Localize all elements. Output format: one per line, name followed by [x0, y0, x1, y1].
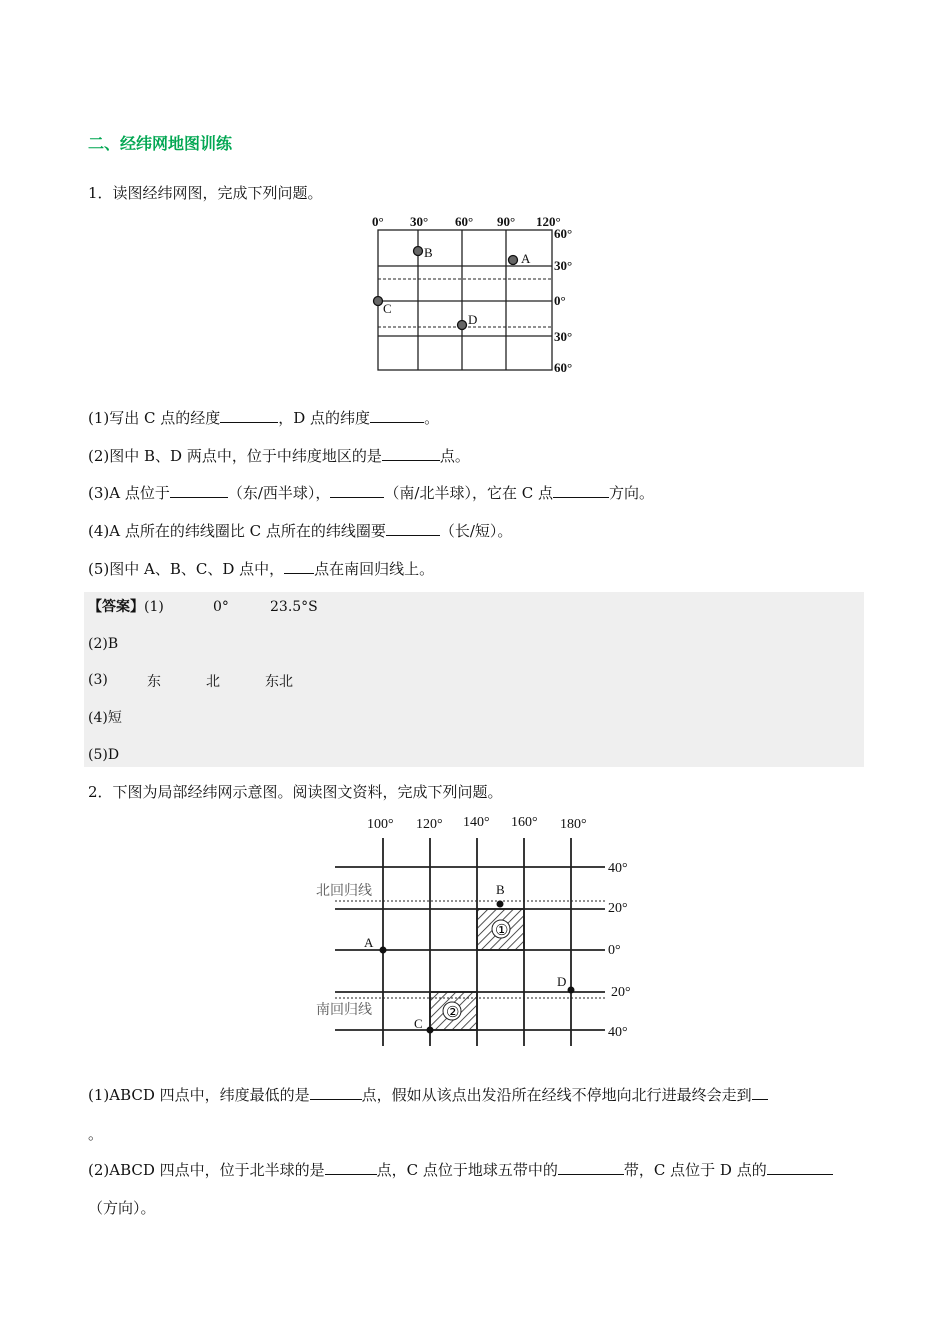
lat-label: 20°: [611, 985, 631, 1000]
answer-label: 【答案】: [88, 599, 144, 615]
lon-label: 60°: [455, 214, 474, 229]
figure-2-lat-lon-grid: [300, 808, 650, 1053]
answer-line-1: 【答案】(1): [88, 599, 164, 615]
answer-3-value-2: 北: [206, 674, 220, 690]
answer-line-4: (4)短: [88, 710, 122, 726]
question-1-part-4: (4)A 点所在的纬线圈比 C 点所在的纬线圈要 （长/短）。: [88, 522, 513, 540]
region-1-label: ①: [495, 923, 509, 939]
lat-label: 0°: [608, 943, 621, 958]
point-b-label: B: [496, 882, 505, 897]
question-2-stem: 2．下图为局部经纬网示意图。阅读图文资料，完成下列问题。: [88, 783, 503, 801]
point-c-marker: [374, 297, 383, 306]
question-1-part-5: (5)图中 A、B、C、D 点中， 点在南回归线上。: [88, 560, 435, 578]
answer-line-5: (5)D: [88, 747, 120, 763]
lon-label: 140°: [463, 815, 490, 830]
lon-label: 180°: [560, 817, 587, 832]
question-1-stem: 1．读图经纬网图，完成下列问题。: [88, 184, 323, 202]
answer-blank[interactable]: [325, 1160, 377, 1175]
answer-1-value-2: 23.5°S: [270, 599, 318, 615]
question-2-part-2: (2)ABCD 四点中，位于北半球的是 点，C 点位于地球五带中的 带，C 点位于 D 点的: [88, 1160, 833, 1180]
question-2-part-1: (1)ABCD 四点中，纬度最低的是 点，假如从该点出发沿所在经线不停地向北行进最终会走到: [88, 1085, 768, 1105]
answer-1-value-1: 0°: [213, 599, 229, 615]
lon-label: 90°: [497, 214, 516, 229]
lon-label: 100°: [367, 817, 394, 832]
lat-label: 30°: [554, 258, 573, 273]
question-2-part-1-end: 。: [88, 1125, 104, 1143]
lon-label: 160°: [511, 815, 538, 830]
point-c-label: C: [414, 1016, 423, 1031]
answer-line-2: (2)B: [88, 636, 119, 652]
answer-blank[interactable]: [767, 1160, 833, 1175]
lat-label: 60°: [554, 360, 573, 375]
point-b-label: B: [424, 245, 433, 260]
region-2-label: ②: [446, 1005, 460, 1021]
point-b-marker: [414, 247, 423, 256]
answer-blank[interactable]: [382, 446, 440, 461]
answer-3-number: (3): [88, 672, 108, 688]
lat-label: 0°: [554, 293, 566, 308]
answer-blank[interactable]: [553, 483, 609, 498]
point-b-marker: [497, 901, 504, 908]
answer-blank[interactable]: [386, 521, 440, 536]
point-d-marker: [568, 987, 575, 994]
point-a-label: A: [521, 251, 531, 266]
lat-label: 40°: [608, 1025, 628, 1040]
question-2-part-2-end: （方向）。: [88, 1199, 156, 1217]
tropic-of-capricorn-label: 南回归线: [316, 1003, 372, 1018]
point-c-label: C: [383, 301, 392, 316]
answer-blank[interactable]: [310, 1085, 362, 1100]
section-title: 二、经纬网地图训练: [88, 134, 233, 153]
answer-3-value-1: 东: [147, 674, 161, 690]
lat-label: 30°: [554, 329, 573, 344]
point-a-marker: [509, 256, 518, 265]
question-1-part-1: (1)写出 C 点的经度 ，D 点的纬度 。: [88, 409, 440, 427]
answer-blank[interactable]: [284, 559, 314, 574]
answer-blank[interactable]: [330, 483, 384, 498]
point-a-label: A: [364, 935, 374, 950]
lat-label: 40°: [608, 861, 628, 876]
answer-blank[interactable]: [558, 1160, 624, 1175]
point-d-label: D: [557, 974, 567, 989]
lat-label: 20°: [608, 901, 628, 916]
answer-blank[interactable]: [170, 483, 228, 498]
point-d-marker: [458, 321, 467, 330]
tropic-of-cancer-label: 北回归线: [316, 884, 372, 899]
lon-label: 120°: [416, 817, 443, 832]
lat-label: 60°: [554, 226, 573, 241]
answer-3-value-3: 东北: [265, 674, 293, 690]
answer-blank[interactable]: [752, 1085, 768, 1100]
point-d-label: D: [468, 312, 478, 327]
answer-blank[interactable]: [220, 408, 278, 423]
lon-label: 120°: [536, 214, 561, 229]
question-1-part-3: (3)A 点位于 （东/西半球）， （南/北半球），它在 C 点 方向。: [88, 484, 655, 502]
answer-blank[interactable]: [370, 408, 424, 423]
point-a-marker: [380, 947, 387, 954]
answer-box: [84, 592, 864, 767]
point-c-marker: [427, 1027, 434, 1034]
lon-label: 0°: [372, 214, 384, 229]
lon-label: 30°: [410, 214, 429, 229]
question-1-part-2: (2)图中 B、D 两点中，位于中纬度地区的是 点。: [88, 447, 470, 465]
figure-1-lat-lon-grid: [360, 212, 590, 378]
